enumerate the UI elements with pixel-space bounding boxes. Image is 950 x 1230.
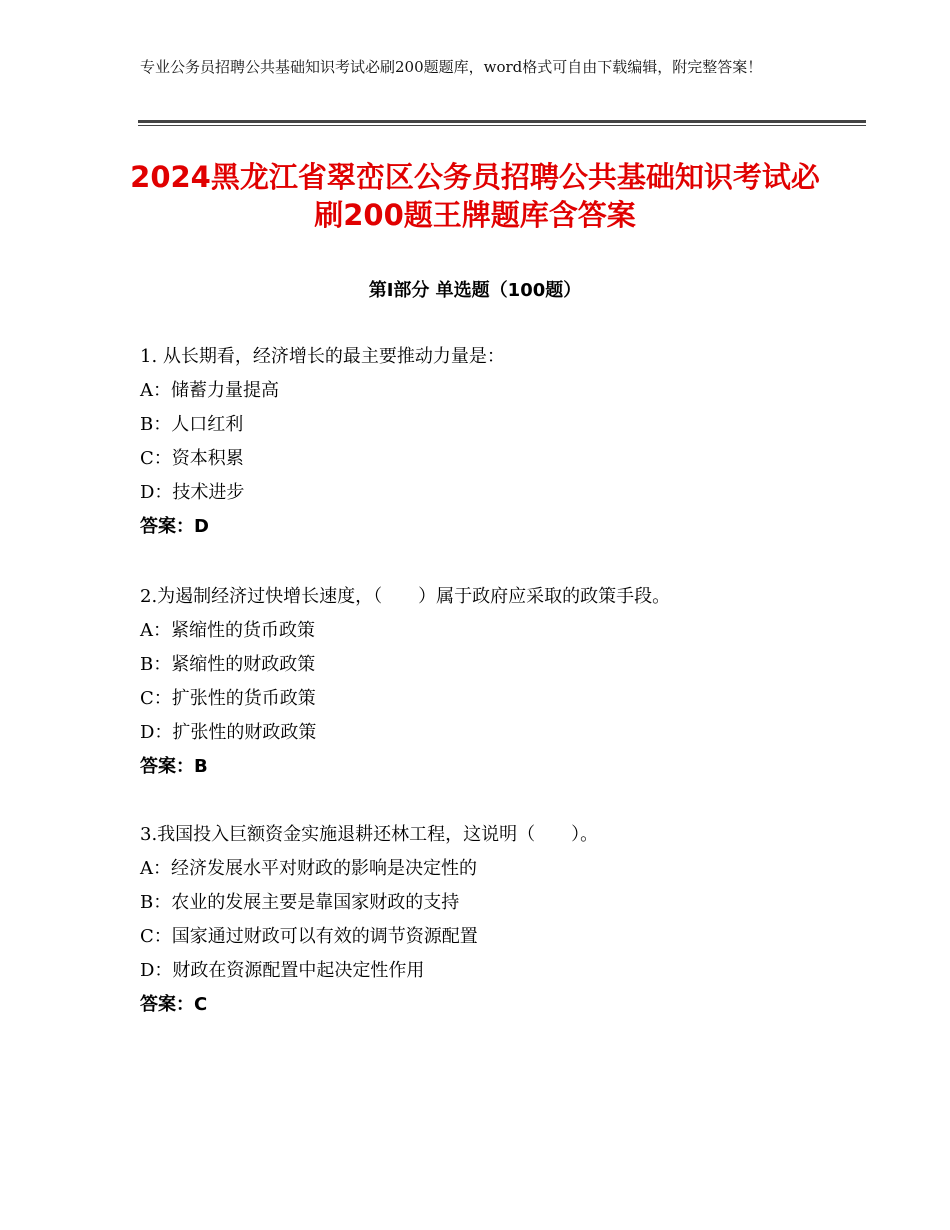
question-option-b: B：农业的发展主要是靠国家财政的支持 — [140, 892, 460, 913]
question-option-a: A：经济发展水平对财政的影响是决定性的 — [140, 858, 477, 879]
question-answer: 答案：B — [140, 756, 208, 777]
question-option-d: D：扩张性的财政政策 — [140, 722, 317, 743]
document-title: 2024黑龙江省翠峦区公务员招聘公共基础知识考试必刷200题王牌题库含答案 — [130, 160, 820, 232]
question-option-c: C：资本积累 — [140, 448, 244, 469]
question-option-d: D：财政在资源配置中起决定性作用 — [140, 960, 425, 981]
question-item — [140, 340, 860, 544]
question-stem: 3.我国投入巨额资金实施退耕还林工程，这说明（ ）。 — [140, 824, 599, 845]
question-option-b: B：人口红利 — [140, 414, 244, 435]
question-answer: 答案：D — [140, 516, 209, 537]
question-item — [140, 580, 860, 784]
question-option-c: C：扩张性的货币政策 — [140, 688, 316, 709]
header-divider-thick — [138, 120, 866, 123]
question-stem: 1. 从长期看，经济增长的最主要推动力量是： — [140, 346, 505, 367]
question-option-b: B：紧缩性的财政政策 — [140, 654, 316, 675]
question-stem: 2.为遏制经济过快增长速度，（ ）属于政府应采取的政策手段。 — [140, 586, 671, 607]
question-option-c: C：国家通过财政可以有效的调节资源配置 — [140, 926, 478, 947]
question-option-d: D：技术进步 — [140, 482, 245, 503]
question-option-a: A：紧缩性的货币政策 — [140, 620, 315, 641]
question-answer: 答案：C — [140, 994, 208, 1015]
header-divider-thin — [138, 125, 866, 126]
header-note: 专业公务员招聘公共基础知识考试必刷200题题库，word格式可自由下载编辑，附完整答案！ — [140, 58, 763, 76]
question-option-a: A：储蓄力量提高 — [140, 380, 279, 401]
question-item — [140, 818, 860, 1022]
section-heading: 第Ⅰ部分 单选题（100题） — [368, 280, 582, 301]
